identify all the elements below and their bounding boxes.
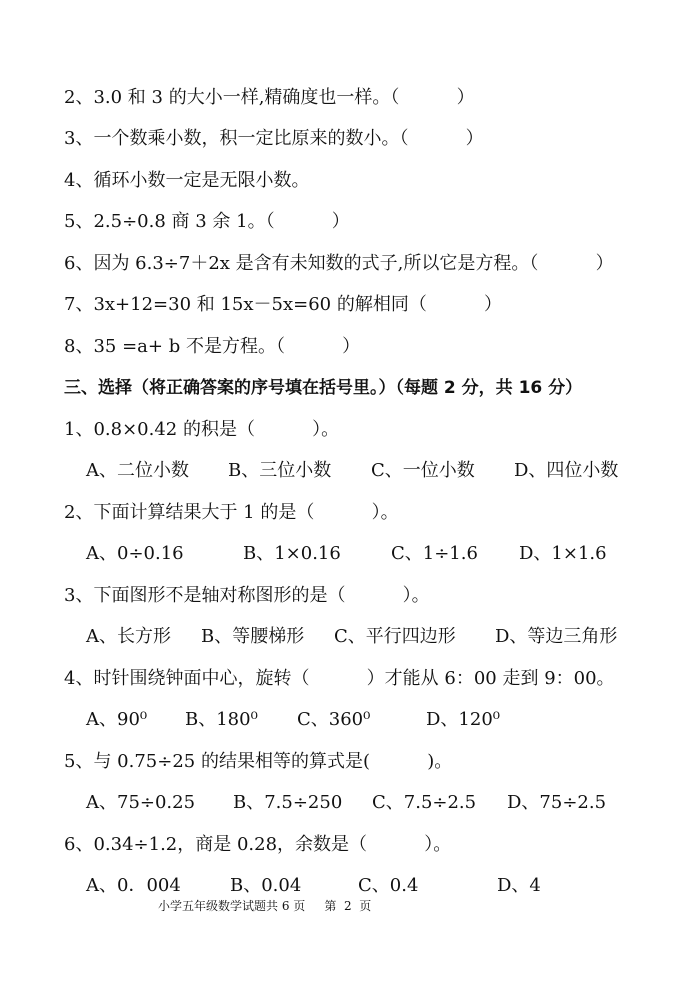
q4-option-b: B、180⁰ xyxy=(185,709,258,730)
q2-option-c: C、1÷1.6 xyxy=(391,543,478,564)
q1-option-b: B、三位小数 xyxy=(228,460,332,481)
q6-option-b: B、0.04 xyxy=(230,875,302,896)
q5-option-d: D、75÷2.5 xyxy=(507,792,607,813)
q6-option-c: C、0.4 xyxy=(358,875,419,896)
page-footer: 小学五年级数学试题共 6 页 第 2 页 xyxy=(158,899,372,913)
q1-option-a: A、二位小数 xyxy=(86,460,189,481)
question-5: 5、与 0.75÷25 的结果相等的算式是( )。 xyxy=(64,751,453,772)
q1-option-d: D、四位小数 xyxy=(514,460,619,481)
judgment-item-7: 7、3x+12=30 和 15x－5x=60 的解相同（ ） xyxy=(64,294,503,315)
q5-option-c: C、7.5÷2.5 xyxy=(372,792,477,813)
question-4: 4、时针围绕钟面中心，旋转（ ）才能从 6：00 走到 9：00。 xyxy=(64,668,615,689)
judgment-item-2: 2、3.0 和 3 的大小一样,精确度也一样。（ ） xyxy=(64,87,475,108)
judgment-item-5: 5、2.5÷0.8 商 3 余 1。（ ） xyxy=(64,211,350,232)
judgment-item-4: 4、循环小数一定是无限小数。 xyxy=(64,170,310,191)
q5-option-a: A、75÷0.25 xyxy=(86,792,196,813)
q4-option-a: A、90⁰ xyxy=(86,709,148,730)
q5-option-b: B、7.5÷250 xyxy=(233,792,343,813)
question-1: 1、0.8×0.42 的积是（ ）。 xyxy=(64,419,340,440)
q4-option-d: D、120⁰ xyxy=(426,709,501,730)
q2-option-d: D、1×1.6 xyxy=(519,543,607,564)
question-6: 6、0.34÷1.2，商是 0.28，余数是（ ）。 xyxy=(64,834,452,855)
judgment-item-6: 6、因为 6.3÷7＋2x 是含有未知数的式子,所以它是方程。（ ） xyxy=(64,253,614,274)
q2-option-a: A、0÷0.16 xyxy=(86,543,184,564)
q3-option-c: C、平行四边形 xyxy=(334,626,456,647)
q6-option-d: D、4 xyxy=(497,875,541,896)
q6-option-a: A、0．004 xyxy=(86,875,181,896)
q3-option-d: D、等边三角形 xyxy=(495,626,618,647)
q2-option-b: B、1×0.16 xyxy=(243,543,341,564)
section-title-choice: 三、选择（将正确答案的序号填在括号里。）（每题 2 分，共 16 分） xyxy=(64,378,583,398)
question-2: 2、下面计算结果大于 1 的是（ ）。 xyxy=(64,502,399,523)
q1-option-c: C、一位小数 xyxy=(371,460,475,481)
q3-option-b: B、等腰梯形 xyxy=(201,626,305,647)
q3-option-a: A、长方形 xyxy=(86,626,171,647)
judgment-item-3: 3、一个数乘小数，积一定比原来的数小。（ ） xyxy=(64,128,484,149)
judgment-item-8: 8、35 =a+ b 不是方程。（ ） xyxy=(64,336,361,357)
question-3: 3、下面图形不是轴对称图形的是（ ）。 xyxy=(64,585,430,606)
q4-option-c: C、360⁰ xyxy=(297,709,371,730)
